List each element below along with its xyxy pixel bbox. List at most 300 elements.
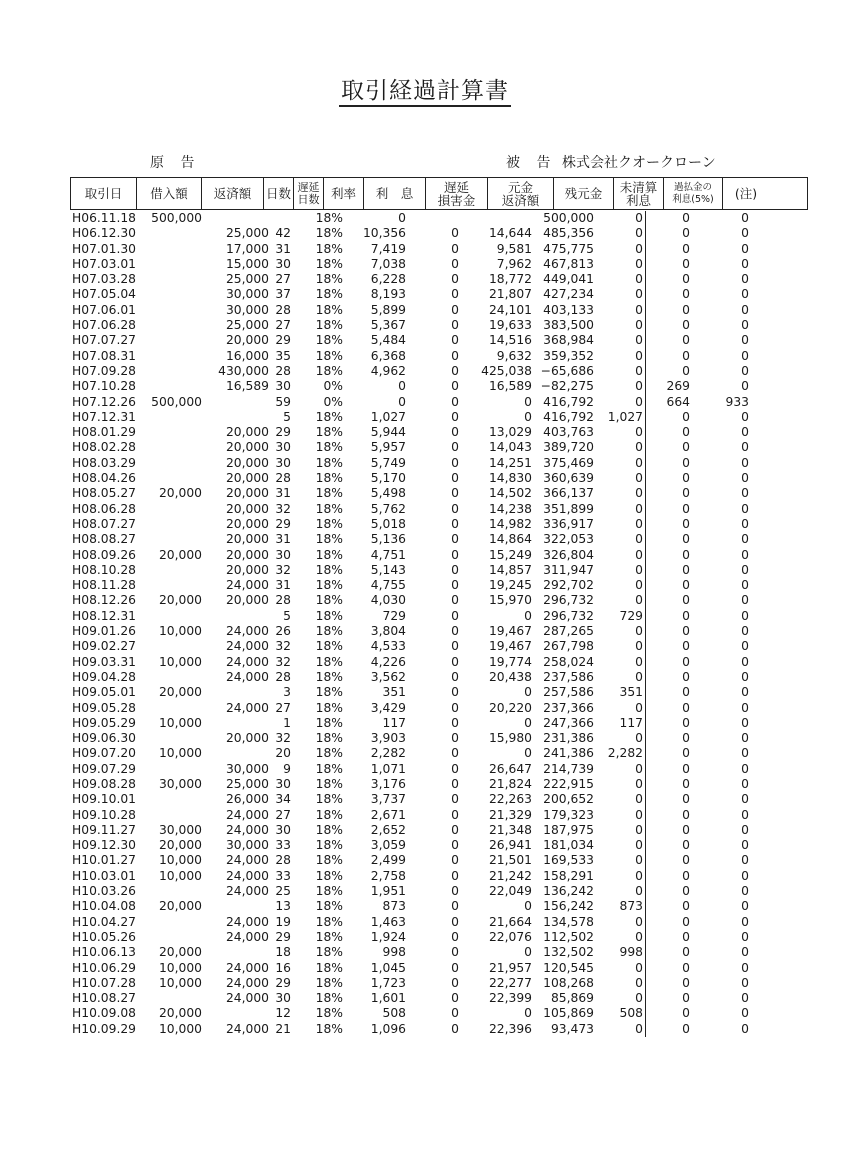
cell-borrow: 10,000 [158,624,202,639]
cell-balance: 292,702 [543,578,594,593]
cell-borrow: 10,000 [158,746,202,761]
cell-principal: 0 [524,1006,532,1021]
cell-principal: 21,242 [488,868,532,883]
cell-repay [202,211,269,226]
table-row [70,792,810,807]
cell-days: 28 [275,363,291,378]
cell-balance: 296,732 [543,593,594,608]
cell-balance: 368,984 [543,333,594,348]
cell-unpaid: 2,282 [594,746,646,761]
cell-borrow: 10,000 [158,1021,202,1036]
cell-unpaid: 0 [594,471,646,486]
cell-borrow [140,991,202,1006]
header-date: 取引日 [84,186,123,201]
cell-days: 30 [275,547,291,562]
cell-repay: 25,000 [225,272,269,287]
cell-overpaid: 0 [682,455,690,470]
cell-unpaid: 0 [594,257,646,272]
transaction-table [70,211,810,1037]
cell-balance: 311,947 [543,562,594,577]
cell-unpaid: 508 [594,1006,646,1021]
cell-overpaid: 0 [682,211,690,225]
cell-note: 0 [741,256,749,271]
cell-borrow [140,257,202,272]
cell-borrow: 10,000 [158,868,202,883]
cell-borrow [140,425,202,440]
cell-days: 30 [275,256,291,271]
table-row [70,287,810,302]
cell-date: H08.01.29 [72,425,137,440]
table-row [70,1006,810,1021]
cell-date: H09.08.28 [72,776,137,791]
cell-overpaid: 664 [666,394,690,409]
cell-principal: 24,101 [488,302,532,317]
cell-borrow [140,502,202,517]
cell-interest: 2,499 [370,853,406,868]
cell-overpaid: 0 [682,532,690,547]
cell-unpaid: 1,027 [594,410,646,425]
cell-delay: 0 [451,562,459,577]
cell-date: H08.11.28 [72,578,137,593]
cell-date: H10.03.26 [72,884,137,899]
cell-overpaid: 0 [682,1006,690,1021]
cell-borrow [140,792,202,807]
cell-balance: 475,775 [543,241,594,256]
header-delay-days: 遅延 日数 [293,178,323,209]
cell-days: 32 [275,639,291,654]
cell-principal: 0 [524,685,532,700]
cell-interest: 3,804 [370,624,406,639]
cell-unpaid: 0 [594,915,646,930]
cell-note: 0 [741,532,749,547]
cell-overpaid: 0 [682,715,690,730]
cell-unpaid: 0 [594,639,646,654]
table-row [70,961,810,976]
cell-overpaid: 0 [682,256,690,271]
cell-rate: 18% [315,1021,343,1036]
cell-repay: 24,000 [225,578,269,593]
cell-principal: 0 [524,945,532,960]
cell-borrow [140,349,202,364]
cell-rate: 18% [315,562,343,577]
cell-delay: 0 [451,287,459,302]
cell-balance: 231,386 [543,731,594,746]
cell-overpaid: 0 [682,914,690,929]
cell-rate: 18% [315,731,343,746]
cell-principal: 21,329 [488,807,532,822]
cell-repay: 25,000 [225,776,269,791]
cell-days: 42 [275,226,291,241]
cell-unpaid: 0 [594,930,646,945]
cell-interest: 998 [382,945,406,960]
cell-balance: 85,869 [550,991,594,1006]
cell-interest: 4,533 [370,639,406,654]
cell-interest: 5,498 [370,486,406,501]
defendant-label: 被 告 [506,155,557,171]
cell-borrow: 10,000 [158,975,202,990]
cell-date: H09.10.01 [72,792,137,807]
cell-unpaid: 0 [594,395,646,410]
cell-delay: 0 [451,409,459,424]
header-interest: 利 息 [363,178,425,209]
cell-balance: 389,720 [543,440,594,455]
cell-balance: 360,639 [543,471,594,486]
cell-interest: 5,484 [370,333,406,348]
cell-unpaid: 0 [594,349,646,364]
cell-principal: 19,245 [488,578,532,593]
header-repay: 返済額 [201,178,263,209]
cell-note: 0 [741,715,749,730]
cell-repay: 30,000 [225,302,269,317]
cell-repay: 17,000 [225,241,269,256]
cell-unpaid: 0 [594,869,646,884]
cell-principal: 20,220 [488,700,532,715]
cell-overpaid: 0 [682,792,690,807]
cell-note: 0 [741,226,749,241]
header-days: 日数 [263,178,293,209]
cell-rate: 0% [323,379,343,394]
cell-unpaid: 0 [594,808,646,823]
cell-rate: 18% [315,761,343,776]
cell-balance: 105,869 [543,1006,594,1021]
cell-unpaid: 0 [594,991,646,1006]
cell-delay: 0 [451,593,459,608]
cell-delay: 0 [451,516,459,531]
cell-overpaid: 0 [682,685,690,700]
cell-principal: 14,857 [488,562,532,577]
cell-overpaid: 0 [682,562,690,577]
table-row [70,257,810,272]
cell-overpaid: 0 [682,654,690,669]
cell-overpaid: 0 [682,547,690,562]
cell-rate: 18% [315,256,343,271]
cell-balance: 416,792 [543,409,594,424]
header-rate: 利率 [323,178,363,209]
cell-borrow [140,639,202,654]
cell-overpaid: 0 [682,639,690,654]
cell-balance: 366,137 [543,486,594,501]
cell-days [269,211,291,226]
cell-overpaid: 0 [682,746,690,761]
cell-note: 0 [741,731,749,746]
cell-principal: 19,633 [488,318,532,333]
cell-days: 20 [275,746,291,761]
cell-unpaid: 0 [594,701,646,716]
cell-note: 0 [741,409,749,424]
table-row [70,808,810,823]
cell-overpaid: 0 [682,669,690,684]
cell-interest: 5,957 [370,440,406,455]
cell-unpaid: 729 [594,609,646,624]
cell-delay: 0 [451,975,459,990]
cell-days: 30 [275,379,291,394]
cell-principal: 22,076 [488,929,532,944]
cell-days: 35 [275,348,291,363]
cell-rate: 18% [315,746,343,761]
cell-days: 32 [275,731,291,746]
cell-interest: 2,671 [370,807,406,822]
cell-note: 0 [741,348,749,363]
cell-overpaid: 0 [682,272,690,287]
cell-delay: 0 [451,685,459,700]
header-delay-damages: 遅延 損害金 [425,178,487,209]
cell-days: 25 [275,884,291,899]
cell-note: 0 [741,516,749,531]
cell-interest: 3,737 [370,792,406,807]
cell-overpaid: 0 [682,593,690,608]
cell-days: 28 [275,593,291,608]
cell-balance: 241,386 [543,746,594,761]
cell-borrow: 20,000 [158,838,202,853]
cell-delay: 0 [451,929,459,944]
cell-balance: 169,533 [543,853,594,868]
cell-balance: 214,739 [543,761,594,776]
cell-overpaid: 0 [682,776,690,791]
cell-principal: 14,238 [488,501,532,516]
cell-delay: 0 [451,226,459,241]
cell-date: H09.07.29 [72,761,137,776]
cell-rate: 18% [315,348,343,363]
table-row [70,731,810,746]
cell-date: H07.03.01 [72,256,137,271]
cell-date: H07.05.04 [72,287,137,302]
cell-repay: 20,000 [225,333,269,348]
cell-date: H07.10.28 [72,379,137,394]
cell-note: 0 [741,945,749,960]
cell-principal: 0 [524,409,532,424]
cell-balance: 136,242 [543,884,594,899]
cell-borrow [140,808,202,823]
cell-overpaid: 0 [682,960,690,975]
cell-overpaid: 0 [682,899,690,914]
cell-delay: 0 [451,654,459,669]
cell-rate: 18% [315,807,343,822]
cell-note: 0 [741,991,749,1006]
cell-balance: 383,500 [543,318,594,333]
cell-days: 12 [275,1006,291,1021]
cell-date: H09.01.26 [72,624,137,639]
cell-unpaid: 873 [594,899,646,914]
cell-unpaid: 0 [594,440,646,455]
cell-overpaid: 0 [682,929,690,944]
cell-delay: 0 [451,914,459,929]
cell-borrow [140,762,202,777]
cell-days: 29 [275,975,291,990]
cell-borrow [140,471,202,486]
cell-delay: 0 [451,639,459,654]
cell-principal: 19,467 [488,624,532,639]
cell-date: H07.03.28 [72,272,137,287]
cell-interest: 873 [382,899,406,914]
cell-unpaid: 0 [594,884,646,899]
cell-days: 9 [283,761,291,776]
cell-days: 31 [275,532,291,547]
cell-interest: 6,228 [370,272,406,287]
table-row [70,211,810,226]
cell-rate: 18% [315,471,343,486]
cell-overpaid: 0 [682,945,690,960]
cell-note: 0 [741,471,749,486]
cell-borrow [140,287,202,302]
cell-delay: 0 [451,394,459,409]
cell-borrow: 30,000 [158,776,202,791]
cell-rate: 18% [315,272,343,287]
cell-days: 28 [275,669,291,684]
cell-repay: 24,000 [225,868,269,883]
cell-delay: 0 [451,792,459,807]
cell-date: H10.06.29 [72,960,137,975]
cell-interest: 4,962 [370,363,406,378]
cell-repay: 24,000 [225,884,269,899]
cell-principal: 21,664 [488,914,532,929]
cell-days: 30 [275,776,291,791]
cell-date: H07.12.31 [72,409,137,424]
cell-balance: 120,545 [543,960,594,975]
cell-rate: 18% [315,455,343,470]
cell-borrow [140,609,202,624]
table-row [70,593,810,608]
cell-date: H07.06.01 [72,302,137,317]
cell-interest: 3,176 [370,776,406,791]
table-row [70,624,810,639]
cell-balance: 296,732 [543,608,594,623]
cell-borrow [140,532,202,547]
cell-unpaid: 0 [594,670,646,685]
cell-repay [202,899,269,914]
cell-principal: 14,043 [488,440,532,455]
cell-rate: 18% [315,792,343,807]
cell-rate: 18% [315,1006,343,1021]
cell-days: 30 [275,991,291,1006]
cell-days: 29 [275,516,291,531]
table-row [70,226,810,241]
cell-overpaid: 0 [682,884,690,899]
cell-rate: 18% [315,715,343,730]
cell-repay [202,716,269,731]
cell-date: H07.01.30 [72,241,137,256]
cell-balance: 181,034 [543,838,594,853]
cell-note: 0 [741,455,749,470]
cell-interest: 1,924 [370,929,406,944]
cell-delay: 0 [451,884,459,899]
cell-overpaid: 0 [682,700,690,715]
cell-date: H06.12.30 [72,226,137,241]
cell-principal: 21,824 [488,776,532,791]
cell-days: 30 [275,822,291,837]
table-row [70,517,810,532]
cell-interest: 5,170 [370,471,406,486]
table-row [70,318,810,333]
cell-overpaid: 0 [682,624,690,639]
cell-date: H08.05.27 [72,486,137,501]
cell-rate: 18% [315,302,343,317]
table-row [70,532,810,547]
cell-principal: 14,644 [488,226,532,241]
cell-note: 0 [741,868,749,883]
cell-balance: 287,265 [543,624,594,639]
cell-delay: 0 [451,1006,459,1021]
cell-days: 32 [275,654,291,669]
cell-delay: 0 [451,807,459,822]
cell-repay [202,410,269,425]
cell-days: 59 [275,394,291,409]
cell-balance: 222,915 [543,776,594,791]
cell-rate: 18% [315,409,343,424]
cell-rate: 18% [315,440,343,455]
cell-unpaid: 0 [594,333,646,348]
cell-interest: 1,463 [370,914,406,929]
cell-days: 13 [275,899,291,914]
cell-overpaid: 0 [682,471,690,486]
cell-balance: 416,792 [543,394,594,409]
cell-unpaid: 0 [594,211,646,226]
cell-borrow [140,379,202,394]
cell-unpaid: 0 [594,548,646,563]
cell-overpaid: 269 [666,379,690,394]
cell-overpaid: 0 [682,838,690,853]
cell-interest: 2,652 [370,822,406,837]
cell-delay: 0 [451,256,459,271]
cell-delay: 0 [451,868,459,883]
cell-unpaid: 0 [594,517,646,532]
cell-rate: 18% [315,914,343,929]
cell-date: H07.07.27 [72,333,137,348]
cell-overpaid: 0 [682,302,690,317]
cell-unpaid: 0 [594,272,646,287]
cell-interest: 2,758 [370,868,406,883]
cell-note: 0 [741,593,749,608]
cell-unpaid: 0 [594,303,646,318]
cell-balance: 258,024 [543,654,594,669]
cell-repay: 24,000 [225,624,269,639]
cell-unpaid: 0 [594,456,646,471]
cell-note: 0 [741,624,749,639]
cell-rate: 18% [315,578,343,593]
cell-balance: 247,366 [543,715,594,730]
cell-note: 0 [741,884,749,899]
cell-note: 0 [741,501,749,516]
cell-repay [202,685,269,700]
cell-days: 29 [275,929,291,944]
table-row [70,991,810,1006]
cell-repay: 20,000 [225,425,269,440]
cell-interest: 5,749 [370,455,406,470]
cell-principal: 22,396 [488,1021,532,1036]
cell-days: 29 [275,425,291,440]
cell-interest: 5,018 [370,516,406,531]
table-row [70,869,810,884]
cell-date: H08.12.26 [72,593,137,608]
cell-date: H09.07.20 [72,746,137,761]
cell-repay: 24,000 [225,700,269,715]
cell-delay: 0 [451,731,459,746]
cell-principal: 26,647 [488,761,532,776]
cell-date: H08.09.26 [72,547,137,562]
cell-unpaid: 117 [594,716,646,731]
cell-unpaid: 0 [594,823,646,838]
table-row [70,349,810,364]
cell-days: 19 [275,914,291,929]
cell-rate: 18% [315,838,343,853]
cell-date: H08.03.29 [72,455,137,470]
cell-repay: 20,000 [225,440,269,455]
cell-repay: 16,589 [225,379,269,394]
cell-days: 27 [275,272,291,287]
cell-principal: 21,807 [488,287,532,302]
cell-borrow: 20,000 [158,685,202,700]
cell-principal: 0 [524,715,532,730]
cell-repay: 24,000 [225,914,269,929]
